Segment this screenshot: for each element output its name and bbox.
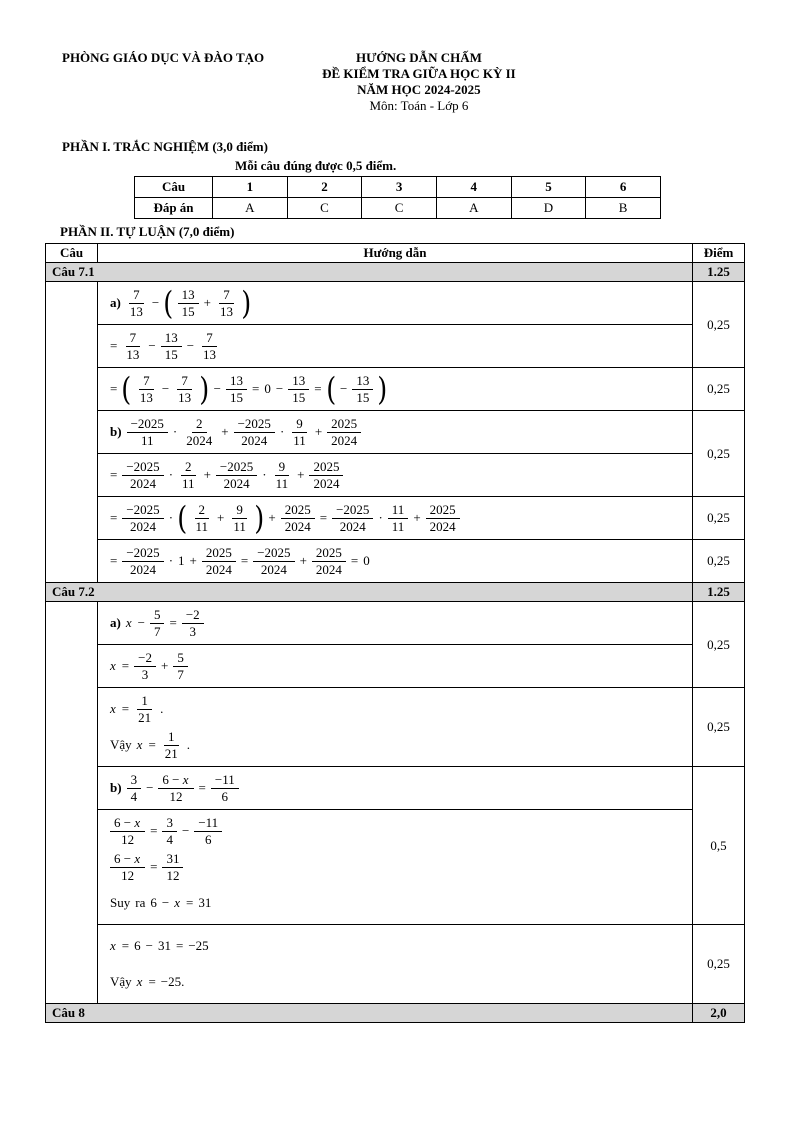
fraction: $\frac{2025}{2024}$ bbox=[202, 545, 236, 577]
mc-cell: 4 bbox=[436, 177, 511, 198]
solution-step-row bbox=[46, 810, 745, 925]
points-cell: 0,25 bbox=[693, 497, 745, 540]
math-line: = ( $\frac{7}{13}$ − $\frac{7}{13}$ ) − $\frac{13}{15}$ = 0 − $\frac{13}{15}$ = ( − $\frac{13}{15}$ ) bbox=[110, 370, 388, 409]
section-label: Câu 7.1 bbox=[46, 263, 693, 282]
solution-step-row bbox=[46, 767, 745, 810]
math-line: a) x − $\frac{5}{7}$ = $\frac{-2}{3}$ bbox=[110, 605, 680, 641]
mc-cell: 5 bbox=[511, 177, 586, 198]
fraction: $\frac{9}{11}$ bbox=[275, 459, 289, 491]
math-line: Vậy x = $\frac{1}{21}$ . bbox=[110, 729, 191, 761]
mc-cell: 6 bbox=[586, 177, 661, 198]
fraction: $\frac{-2025}{2024}$ bbox=[122, 545, 163, 577]
open-paren: ( bbox=[121, 370, 132, 409]
fraction: $\frac{-2025}{2024}$ bbox=[216, 459, 257, 491]
fraction: $\frac{6 - x}{12}$ bbox=[110, 815, 145, 847]
fraction: $\frac{-2025}{2024}$ bbox=[234, 416, 275, 448]
math-line: $\frac{6 - x}{12}$ = $\frac{31}{12}$ bbox=[110, 849, 680, 885]
mc-cell: 2 bbox=[287, 177, 362, 198]
open-paren: ( bbox=[177, 499, 188, 538]
open-paren: ( bbox=[325, 370, 336, 409]
points-cell: 0,25 bbox=[693, 688, 745, 767]
fraction: $\frac{2025}{2024}$ bbox=[312, 545, 346, 577]
fraction: $\frac{31}{12}$ bbox=[162, 851, 183, 883]
fraction: $\frac{7}{13}$ bbox=[139, 373, 153, 405]
fraction: $\frac{-2025}{11}$ bbox=[127, 416, 168, 448]
math-line: x = $\frac{1}{21}$ . bbox=[110, 693, 164, 725]
section-header-row bbox=[46, 263, 745, 282]
mc-cell: 1 bbox=[213, 177, 288, 198]
fraction: $\frac{13}{15}$ bbox=[226, 373, 247, 405]
close-paren: ) bbox=[199, 370, 210, 409]
solution-step-row bbox=[46, 368, 745, 411]
solution-content-cell bbox=[98, 540, 693, 583]
fraction: $\frac{1}{21}$ bbox=[164, 729, 178, 761]
fraction: $\frac{7}{13}$ bbox=[129, 287, 143, 319]
solution-content-cell bbox=[98, 767, 693, 810]
fraction: $\frac{13}{15}$ bbox=[352, 373, 373, 405]
solution-content-cell bbox=[98, 602, 693, 645]
section-label: Câu 7.2 bbox=[46, 583, 693, 602]
fraction: $\frac{13}{15}$ bbox=[161, 330, 182, 362]
title-block bbox=[322, 50, 516, 113]
fraction: $\frac{9}{11}$ bbox=[233, 502, 246, 534]
mc-tbody bbox=[135, 177, 661, 219]
solution-content-cell bbox=[98, 325, 693, 368]
mc-cell: Đáp án bbox=[135, 198, 213, 219]
math-line: = $\frac{-2025}{2024}$ · 1 + $\frac{2025}{2024}$ = $\frac{-2025}{2024}$ + $\frac{2025}{2024}$ = 0 bbox=[110, 545, 370, 577]
section-total-points: 2,0 bbox=[693, 1004, 745, 1023]
fraction: $\frac{5}{7}$ bbox=[150, 607, 165, 639]
math-line: = $\frac{-2025}{2024}$ · ( $\frac{2}{11}$ + $\frac{9}{11}$ ) + $\frac{2025}{2024}$ = $\frac{-2025}{2024}$ · $\frac{11}{11}$ + $\frac{2025}{2024}$ bbox=[110, 500, 680, 536]
points-cell: 0,25 bbox=[693, 368, 745, 411]
solution-step-row bbox=[46, 540, 745, 583]
essay-column-header: Câu bbox=[46, 244, 98, 263]
fraction: $\frac{2}{2024}$ bbox=[186, 416, 213, 448]
fraction: $\frac{-2}{3}$ bbox=[182, 607, 204, 639]
mc-cell: A bbox=[436, 198, 511, 219]
solution-step-row bbox=[46, 282, 745, 325]
solution-step-row bbox=[46, 645, 745, 688]
points-cell: 0,25 bbox=[693, 925, 745, 1004]
cau-spacer-cell bbox=[46, 602, 98, 1004]
fraction: $\frac{-2025}{2024}$ bbox=[122, 502, 163, 534]
solution-step-row bbox=[46, 602, 745, 645]
fraction: $\frac{7}{13}$ bbox=[178, 373, 192, 405]
math-line: Vậy x = −25. bbox=[110, 974, 185, 990]
fraction: $\frac{-2025}{2024}$ bbox=[122, 459, 163, 491]
solution-step-row bbox=[46, 411, 745, 454]
essay-column-header: Hướng dẫn bbox=[98, 244, 693, 263]
mc-answer-row bbox=[135, 198, 661, 219]
section-total-points: 1.25 bbox=[693, 583, 745, 602]
mc-cell: 3 bbox=[362, 177, 437, 198]
solution-content-cell bbox=[98, 282, 693, 325]
fraction: $\frac{7}{13}$ bbox=[126, 330, 140, 362]
exam-title: ĐỀ KIỂM TRA GIỮA HỌC KỲ II bbox=[322, 65, 516, 81]
document-header bbox=[45, 50, 745, 113]
math-line: x = $\frac{-2}{3}$ + $\frac{5}{7}$ bbox=[110, 648, 680, 684]
solution-step-row bbox=[46, 454, 745, 497]
fraction: $\frac{7}{13}$ bbox=[220, 287, 234, 319]
close-paren: ) bbox=[254, 499, 265, 538]
fraction: $\frac{3}{4}$ bbox=[127, 772, 142, 804]
solution-content-cell bbox=[98, 688, 693, 767]
close-paren: ) bbox=[241, 284, 252, 323]
open-paren: ( bbox=[163, 284, 174, 323]
points-cell: 0,5 bbox=[693, 767, 745, 925]
fraction: $\frac{2025}{2024}$ bbox=[281, 502, 315, 534]
fraction: $\frac{2025}{2024}$ bbox=[327, 416, 361, 448]
mc-cell: C bbox=[287, 198, 362, 219]
points-cell: 0,25 bbox=[693, 540, 745, 583]
math-line: $\frac{6 - x}{12}$ = $\frac{3}{4}$ − $\frac{-11}{6}$ bbox=[110, 813, 680, 849]
math-line: a) $\frac{7}{13}$ − ( $\frac{13}{15}$ + $\frac{7}{13}$ ) bbox=[110, 284, 252, 323]
math-line: b) $\frac{3}{4}$ − $\frac{6 - x}{12}$ = $\frac{-11}{6}$ bbox=[110, 770, 680, 806]
section-header-row bbox=[46, 583, 745, 602]
mc-cell: C bbox=[362, 198, 437, 219]
fraction: $\frac{2025}{2024}$ bbox=[309, 459, 343, 491]
points-cell: 0,25 bbox=[693, 282, 745, 368]
solution-content-cell bbox=[98, 368, 693, 411]
section-label: Câu 8 bbox=[46, 1004, 693, 1023]
solution-content-cell bbox=[98, 497, 693, 540]
math-line: = $\frac{-2025}{2024}$ · $\frac{2}{11}$ + $\frac{-2025}{2024}$ · $\frac{9}{11}$ + $\frac{2025}{2024}$ bbox=[110, 457, 680, 493]
doc-title: HƯỚNG DẪN CHẤM bbox=[355, 50, 482, 65]
solution-step-row bbox=[46, 497, 745, 540]
close-paren: ) bbox=[377, 370, 388, 409]
school-year: NĂM HỌC 2024-2025 bbox=[357, 81, 481, 97]
fraction: $\frac{1}{21}$ bbox=[138, 693, 152, 725]
cau-spacer-cell bbox=[46, 282, 98, 583]
math-line: b) $\frac{-2025}{11}$ · $\frac{2}{2024}$ + $\frac{-2025}{2024}$ · $\frac{9}{11}$ + $\frac{2025}{2024}$ bbox=[110, 414, 680, 450]
part1-note: Mỗi câu đúng được 0,5 điểm. bbox=[235, 158, 397, 174]
solution-content-cell bbox=[98, 645, 693, 688]
mc-cell: Câu bbox=[135, 177, 213, 198]
fraction: $\frac{2025}{2024}$ bbox=[426, 502, 460, 534]
fraction: $\frac{-2}{3}$ bbox=[134, 650, 156, 682]
fraction: $\frac{2}{11}$ bbox=[195, 502, 209, 534]
solution-content-cell bbox=[98, 411, 693, 454]
essay-tbody bbox=[46, 244, 745, 1023]
multiple-choice-table bbox=[134, 176, 661, 219]
part2-title: PHẦN II. TỰ LUẬN (7,0 điểm) bbox=[60, 224, 235, 240]
fraction: $\frac{7}{13}$ bbox=[203, 330, 217, 362]
math-line: x = 6 − 31 = −25 bbox=[110, 938, 209, 954]
fraction: $\frac{13}{15}$ bbox=[288, 373, 309, 405]
section-header-row bbox=[46, 1004, 745, 1023]
fraction: $\frac{-11}{6}$ bbox=[211, 772, 239, 804]
mc-cell: A bbox=[213, 198, 288, 219]
math-line: Suy ra 6 − x = 31 bbox=[110, 895, 212, 911]
points-cell: 0,25 bbox=[693, 411, 745, 497]
solution-step-row bbox=[46, 688, 745, 767]
fraction: $\frac{3}{4}$ bbox=[162, 815, 177, 847]
solution-step-row bbox=[46, 325, 745, 368]
fraction: $\frac{-2025}{2024}$ bbox=[253, 545, 294, 577]
section-total-points: 1.25 bbox=[693, 263, 745, 282]
fraction: $\frac{9}{11}$ bbox=[293, 416, 306, 448]
essay-table bbox=[45, 243, 745, 1023]
fraction: $\frac{11}{11}$ bbox=[388, 502, 409, 534]
solution-content-cell bbox=[98, 925, 693, 1004]
solution-content-cell bbox=[98, 810, 693, 925]
fraction: $\frac{-2025}{2024}$ bbox=[332, 502, 373, 534]
department-name: PHÒNG GIÁO DỤC VÀ ĐÀO TẠO bbox=[62, 50, 265, 65]
essay-column-header: Điểm bbox=[693, 244, 745, 263]
points-cell: 0,25 bbox=[693, 602, 745, 688]
fraction: $\frac{5}{7}$ bbox=[173, 650, 188, 682]
mc-cell: B bbox=[586, 198, 661, 219]
fraction: $\frac{6 - x}{12}$ bbox=[158, 772, 193, 804]
solution-content-cell bbox=[98, 454, 693, 497]
fraction: $\frac{13}{15}$ bbox=[178, 287, 199, 319]
fraction: $\frac{6 - x}{12}$ bbox=[110, 851, 145, 883]
essay-header-row bbox=[46, 244, 745, 263]
solution-step-row bbox=[46, 925, 745, 1004]
part1-title: PHẦN I. TRẮC NGHIỆM (3,0 điểm) bbox=[62, 139, 268, 155]
mc-header-row bbox=[135, 177, 661, 198]
mc-cell: D bbox=[511, 198, 586, 219]
fraction: $\frac{2}{11}$ bbox=[182, 459, 195, 491]
fraction: $\frac{-11}{6}$ bbox=[194, 815, 222, 847]
math-line: = $\frac{7}{13}$ − $\frac{13}{15}$ − $\frac{7}{13}$ bbox=[110, 328, 680, 364]
subject-line: Môn: Toán - Lớp 6 bbox=[369, 97, 469, 113]
